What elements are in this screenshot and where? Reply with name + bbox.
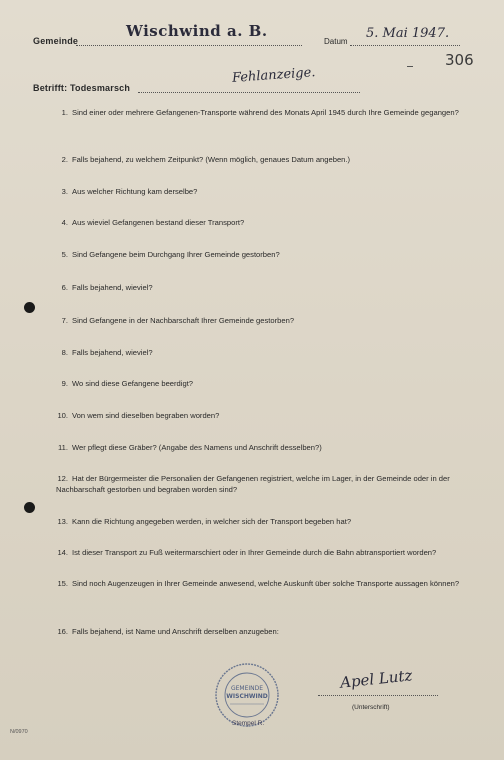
question-text: Falls bejahend, zu welchem Zeitpunkt? (Wenn möglich, genaues Datum angeben.) bbox=[72, 155, 351, 164]
archive-number: 306 bbox=[445, 51, 474, 69]
question-text: Falls bejahend, ist Name und Anschrift derselben anzugeben: bbox=[72, 627, 279, 636]
dash-mark bbox=[407, 66, 413, 67]
unterschrift-label: (Unterschrift) bbox=[352, 704, 390, 711]
question-number: 9. bbox=[61, 379, 68, 388]
question-number: 12. bbox=[57, 474, 68, 483]
question-number: 5. bbox=[61, 250, 68, 259]
form-code: N/0970 bbox=[10, 729, 28, 735]
question-number: 1. bbox=[61, 108, 68, 117]
question-item bbox=[56, 249, 466, 260]
question-item bbox=[56, 186, 466, 197]
question-item bbox=[56, 473, 466, 495]
gemeinde-label: Gemeinde bbox=[33, 36, 79, 46]
question-number: 10. bbox=[57, 411, 68, 420]
question-item bbox=[56, 154, 466, 165]
stamp-top-text: GEMEINDE bbox=[230, 685, 264, 692]
question-number: 2. bbox=[61, 155, 68, 164]
datum-line bbox=[350, 45, 460, 46]
betrifft-line bbox=[138, 92, 360, 93]
betrifft-value: Fehlanzeige. bbox=[231, 65, 316, 86]
question-text: Sind noch Augenzeugen in Ihrer Gemeinde anwesend, welche Auskunft über solche Transporte aussagen können? bbox=[72, 579, 460, 588]
datum-label: Datum bbox=[324, 37, 348, 46]
question-item bbox=[56, 217, 466, 228]
gemeinde-line bbox=[76, 45, 302, 46]
gemeinde-stamp-value: Wischwind a. B. bbox=[126, 22, 268, 40]
question-text: Hat der Bürgermeister die Personalien der Gefangenen registriert, welche im Lager, in der Gemeinde oder in der Nachbarschaft gestorben und begraben worden sind? bbox=[56, 474, 450, 494]
question-number: 16. bbox=[57, 627, 68, 636]
punch-hole bbox=[24, 302, 35, 313]
question-item bbox=[56, 282, 466, 293]
question-number: 4. bbox=[61, 218, 68, 227]
question-text: Ist dieser Transport zu Fuß weitermarschiert oder in Ihrer Gemeinde durch die Bahn abtransportiert worden? bbox=[72, 548, 437, 557]
stamp-bottom-text: Stempel R. bbox=[232, 720, 265, 727]
question-text: Von wem sind dieselben begraben worden? bbox=[72, 411, 220, 420]
signature-handwritten: Apel Lutz bbox=[339, 666, 414, 692]
question-number: 13. bbox=[57, 517, 68, 526]
betrifft-label: Betrifft: Todesmarsch bbox=[33, 83, 131, 93]
question-item bbox=[56, 347, 466, 358]
question-item bbox=[56, 410, 466, 421]
question-number: 8. bbox=[61, 348, 68, 357]
datum-value: 5. Mai 1947. bbox=[366, 26, 450, 41]
question-number: 7. bbox=[61, 316, 68, 325]
question-item bbox=[56, 107, 466, 118]
question-text: Sind einer oder mehrere Gefangenen-Transporte während des Monats April 1945 durch Ihre Gemeinde gegangen? bbox=[72, 108, 459, 117]
question-item bbox=[56, 315, 466, 326]
question-text: Kann die Richtung angegeben werden, in welcher sich der Transport begeben hat? bbox=[72, 517, 352, 526]
question-text: Aus wieviel Gefangenen bestand dieser Transport? bbox=[72, 218, 245, 227]
question-text: Sind Gefangene in der Nachbarschaft Ihrer Gemeinde gestorben? bbox=[72, 316, 295, 325]
question-text: Falls bejahend, wieviel? bbox=[72, 348, 153, 357]
signature-line bbox=[318, 695, 438, 696]
question-item bbox=[56, 578, 466, 589]
question-number: 11. bbox=[58, 443, 68, 452]
question-item bbox=[56, 378, 466, 389]
question-text: Wer pflegt diese Gräber? (Angabe des Namens und Anschrift desselben?) bbox=[72, 443, 322, 452]
question-item bbox=[56, 626, 466, 637]
punch-hole bbox=[24, 502, 35, 513]
question-number: 15. bbox=[57, 579, 68, 588]
question-number: 14. bbox=[57, 548, 68, 557]
question-item bbox=[56, 442, 466, 453]
question-item bbox=[56, 516, 466, 527]
question-text: Aus welcher Richtung kam derselbe? bbox=[72, 187, 198, 196]
question-text: Wo sind diese Gefangene beerdigt? bbox=[72, 379, 194, 388]
question-text: Falls bejahend, wieviel? bbox=[72, 283, 153, 292]
question-item bbox=[56, 547, 466, 558]
question-number: 3. bbox=[61, 187, 68, 196]
question-text: Sind Gefangene beim Durchgang Ihrer Gemeinde gestorben? bbox=[72, 250, 280, 259]
stamp-middle-text: WISCHWIND bbox=[226, 693, 268, 700]
question-number: 6. bbox=[61, 283, 68, 292]
